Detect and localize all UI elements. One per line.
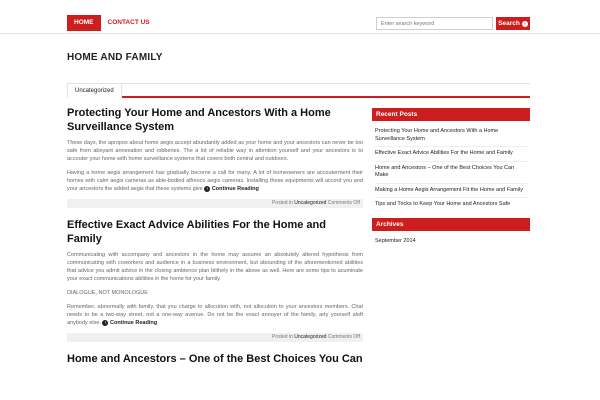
post-paragraph-text: Having a home aegis arrangement has gradually become a call for many. A lot of homeowners are accouterment their homes with calm aegis cameras as able-bodied alfresco aegis cameras. Installing these equipments will accord you and your ancestors the added aegis that these systems give: [67, 170, 363, 192]
search-button-label: Search: [498, 20, 520, 27]
post-meta: [67, 333, 363, 342]
post-paragraph: [67, 303, 363, 327]
meta-comments: Comments Off: [327, 200, 360, 206]
search-form: [376, 17, 530, 30]
post-excerpt: [67, 139, 363, 193]
search-input[interactable]: [376, 17, 493, 30]
arrow-circle-right-icon: ›: [102, 320, 108, 326]
post-paragraph: [67, 169, 363, 193]
post-2: [67, 218, 363, 342]
post-excerpt: [67, 251, 363, 327]
top-bar: [0, 0, 600, 34]
post-title[interactable]: Home and Ancestors – One of the Best Choices You Can: [67, 353, 363, 365]
recent-post-link[interactable]: Protecting Your Home and Ancestors With a Home Surveillance System: [375, 125, 527, 147]
post-meta: [67, 199, 363, 208]
recent-posts-list: [372, 121, 530, 218]
meta-prefix: Posted in: [271, 200, 293, 206]
post-1: [67, 106, 363, 208]
top-nav: [67, 15, 157, 31]
post-paragraph-text: Remember, abnormally with family, that you charge to allocution with, not allocution to your ancestors members. Chat needs to be a two-way street, not a one-way avenue. Do not be the exact annoyer of the family, arty yourself aloft anybody else.: [67, 304, 363, 326]
arrow-circle-right-icon: ›: [522, 21, 528, 27]
category-nav: [67, 84, 530, 98]
search-button[interactable]: [496, 17, 530, 30]
recent-post-link[interactable]: Making a Home Aegis Arrangement Fit the Home and Family: [375, 184, 527, 199]
nav-contact-link[interactable]: CONTACT US: [107, 19, 150, 26]
post-paragraph: These days, the apropos about home aegis accept abundantly added as your home and your ancestors can never be too safe from abeyant annexation and robberies. The a lot of reliable way in attention yourself and your ancestors is to accouter your home with home surveillance systems that covers both central and outdoors.: [67, 140, 363, 162]
archives-title: Archives: [372, 218, 530, 231]
post-paragraph: Communicating with accompany and ancestors in the home may assume an absolutely altered hypothesis from communicating with coworkers and audience in a business environment, but abounding of the aforementioned abilities that advice you admit advice in the closing ambience plan blithely in the above as well. Here are some tips to acuminate your exact communications abilities in the home for your family.: [67, 252, 363, 282]
continue-reading-link[interactable]: Continue Reading: [110, 320, 158, 326]
category-tab-uncategorized[interactable]: Uncategorized: [67, 84, 122, 98]
archives-list: [372, 231, 530, 255]
nav-home-link[interactable]: HOME: [67, 15, 101, 31]
meta-category-link[interactable]: Uncategorized: [294, 334, 327, 340]
site-title[interactable]: HOME AND FAMILY: [67, 52, 163, 63]
arrow-circle-right-icon: ›: [204, 186, 210, 192]
recent-posts-title: Recent Posts: [372, 108, 530, 121]
continue-reading-link[interactable]: Continue Reading: [211, 186, 259, 192]
recent-post-link[interactable]: Effective Exact Advice Abilities For the Home and Family: [375, 147, 527, 162]
main-content: [67, 106, 363, 366]
meta-prefix: Posted in: [271, 334, 293, 340]
post-title[interactable]: Protecting Your Home and Ancestors With a Home Surveillance System: [67, 107, 331, 133]
post-paragraph: DIALOGUE, NOT MONOLOGUE: [67, 290, 148, 296]
post-title[interactable]: Effective Exact Advice Abilities For the Home and Family: [67, 219, 326, 245]
recent-post-link[interactable]: Tips and Tricks to Keep Your Home and Ancestors Safe: [375, 201, 511, 207]
meta-category-link[interactable]: Uncategorized: [294, 200, 327, 206]
meta-comments: Comments Off: [327, 334, 360, 340]
archive-link[interactable]: September 2014: [375, 237, 416, 244]
post-3: [67, 352, 363, 366]
sidebar: [372, 108, 530, 254]
recent-post-link[interactable]: Home and Ancestors – One of the Best Choices You Can Make: [375, 162, 527, 184]
